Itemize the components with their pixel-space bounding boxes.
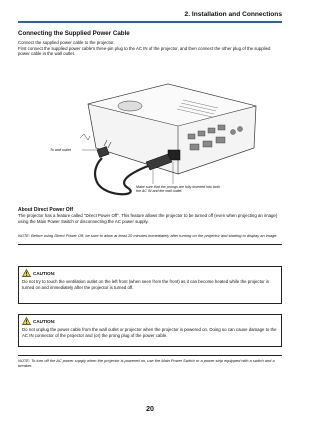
callout-wall-outlet: To wall outlet: [50, 148, 71, 152]
note-divider: [18, 244, 282, 245]
projector-drawing: [18, 66, 282, 201]
intro-paragraph-1: Connect the supplied power cable to the projector.: [18, 40, 115, 45]
callout-prongs-line-2: the AC IN and the wall outlet.: [136, 189, 183, 194]
warning-triangle-icon: [22, 269, 31, 277]
intro-paragraph-2: First connect the supplied power cable's three-pin plug to the AC IN of the projector, and then connect the other plug of the supplied power cable in the wall outlet.: [18, 45, 271, 57]
heading-direct-power-off: About Direct Power Off: [18, 207, 74, 213]
header-rule: [18, 21, 282, 23]
projector-illustration: [18, 66, 282, 201]
caution-title: CAUTION:: [33, 319, 56, 324]
callout-prongs-line-1: Make sure that the prongs are fully inserted into both: [136, 185, 220, 189]
caution-title: CAUTION:: [33, 271, 56, 276]
caution-text: Do not unplug the power cable from the wall outlet or projector when the projector is powered on. Doing so can cause damage to the AC IN connector of the projector and (or) the prong plug of the power cable.: [22, 327, 277, 338]
section-title: 2. Installation and Connections: [184, 11, 282, 18]
page-number: 20: [146, 406, 154, 413]
caution-box-ventilation: [18, 266, 282, 304]
caution-text: Do not try to touch the ventilation outlet on the left front (when seen from the front) as it can become heated while the projector is turned on and immediately after the projector is turned off.: [22, 279, 270, 290]
heading-supplied-power-cable: Connecting the Supplied Power Cable: [18, 30, 130, 37]
callout-prongs: [136, 185, 220, 194]
warning-triangle-icon: [22, 317, 31, 325]
footer-note: NOTE: To turn off the AC power supply when the projector is powered on, use the Main Power Switch or a power strip equipped with a switch and a breaker.: [18, 358, 275, 369]
footer-note-divider: [18, 355, 282, 356]
intro-text: [18, 40, 282, 57]
direct-power-off-text: The projector has a feature called "Direct Power Off". This feature allows the projector to be turned off (even when projecting an image) using the Main Power Switch or disconnecting the AC power supply.: [18, 213, 278, 224]
direct-power-off-note: NOTE: Before using Direct Power Off, be sure to allow at least 20 minutes immediately after turning on the projector and starting to display an image.: [18, 233, 278, 238]
caution-box-unplug: [18, 314, 282, 347]
